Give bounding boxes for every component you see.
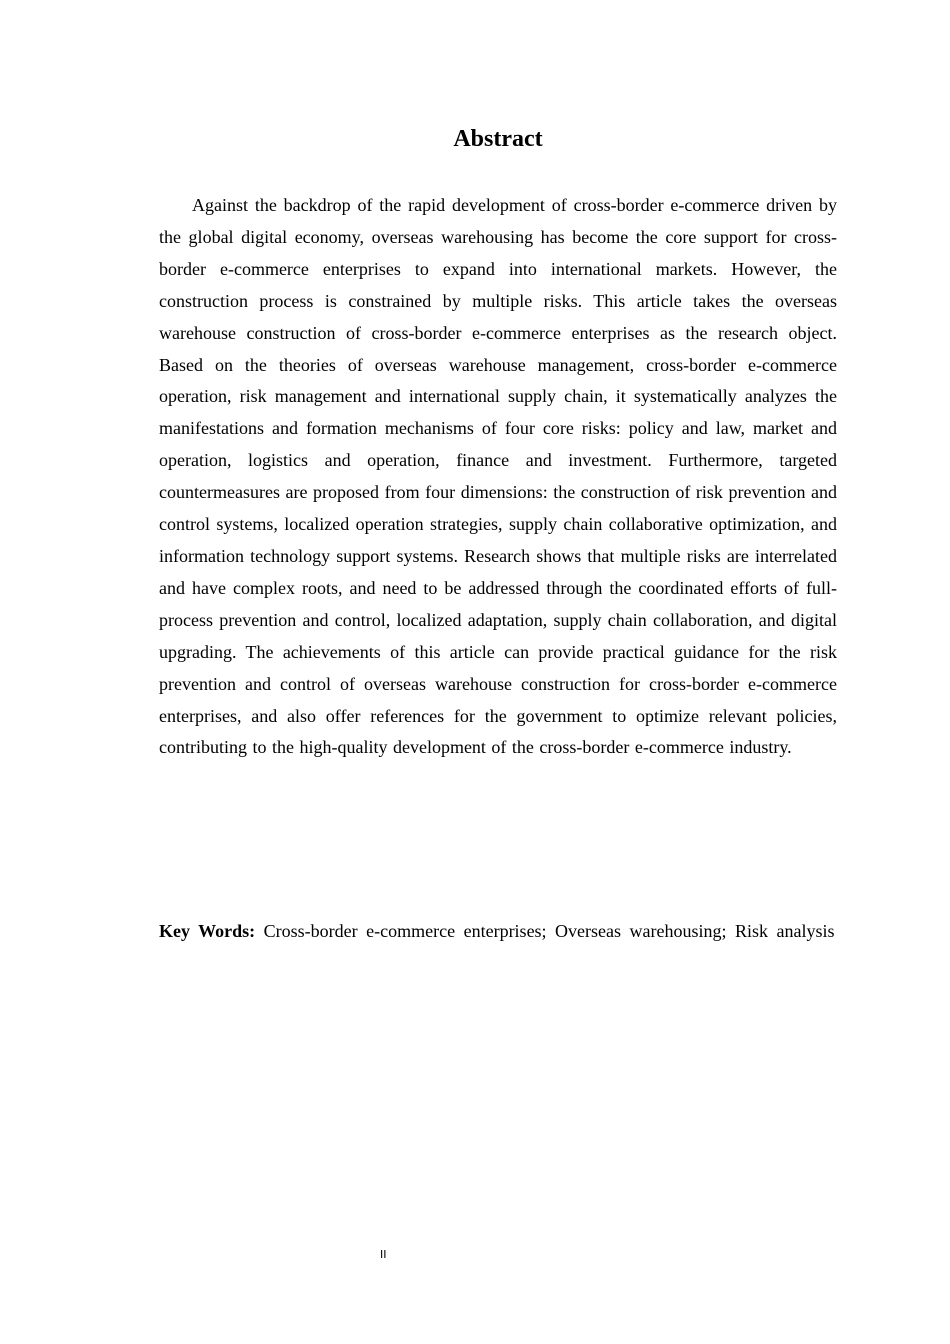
keywords-text: Cross-border e-commerce enterprises; Overseas warehousing; Risk analysis <box>263 921 835 941</box>
keywords-label: Key Words: <box>159 921 256 941</box>
page-number: II <box>380 1248 387 1261</box>
abstract-body: Against the backdrop of the rapid development of cross-border e-commerce driven by the global digital economy, overseas warehousing has become the core support for cross-border e-commerce enterprises to expand into international markets. However, the construction process is constrained by multiple risks. This article takes the overseas warehouse construction of cross-border e-commerce enterprises as the research object. Based on the theories of overseas warehouse management, cross-border e-commerce operation, risk management and international supply chain, it systematically analyzes the manifestations and formation mechanisms of four core risks: policy and law, market and operation, logistics and operation, finance and investment. Furthermore, targeted countermeasures are proposed from four dimensions: the construction of risk prevention and control systems, localized operation strategies, supply chain collaborative optimization, and information technology support systems. Research shows that multiple risks are interrelated and have complex roots, and need to be addressed through the coordinated efforts of full-process prevention and control, localized adaptation, supply chain collaboration, and digital upgrading. The achievements of this article can provide practical guidance for the risk prevention and control of overseas warehouse construction for cross-border e-commerce enterprises, and also offer references for the government to optimize relevant policies, contributing to the high-quality development of the cross-border e-commerce industry. <box>159 195 837 758</box>
keywords-paragraph <box>159 913 837 950</box>
abstract-title: Abstract <box>453 126 543 152</box>
